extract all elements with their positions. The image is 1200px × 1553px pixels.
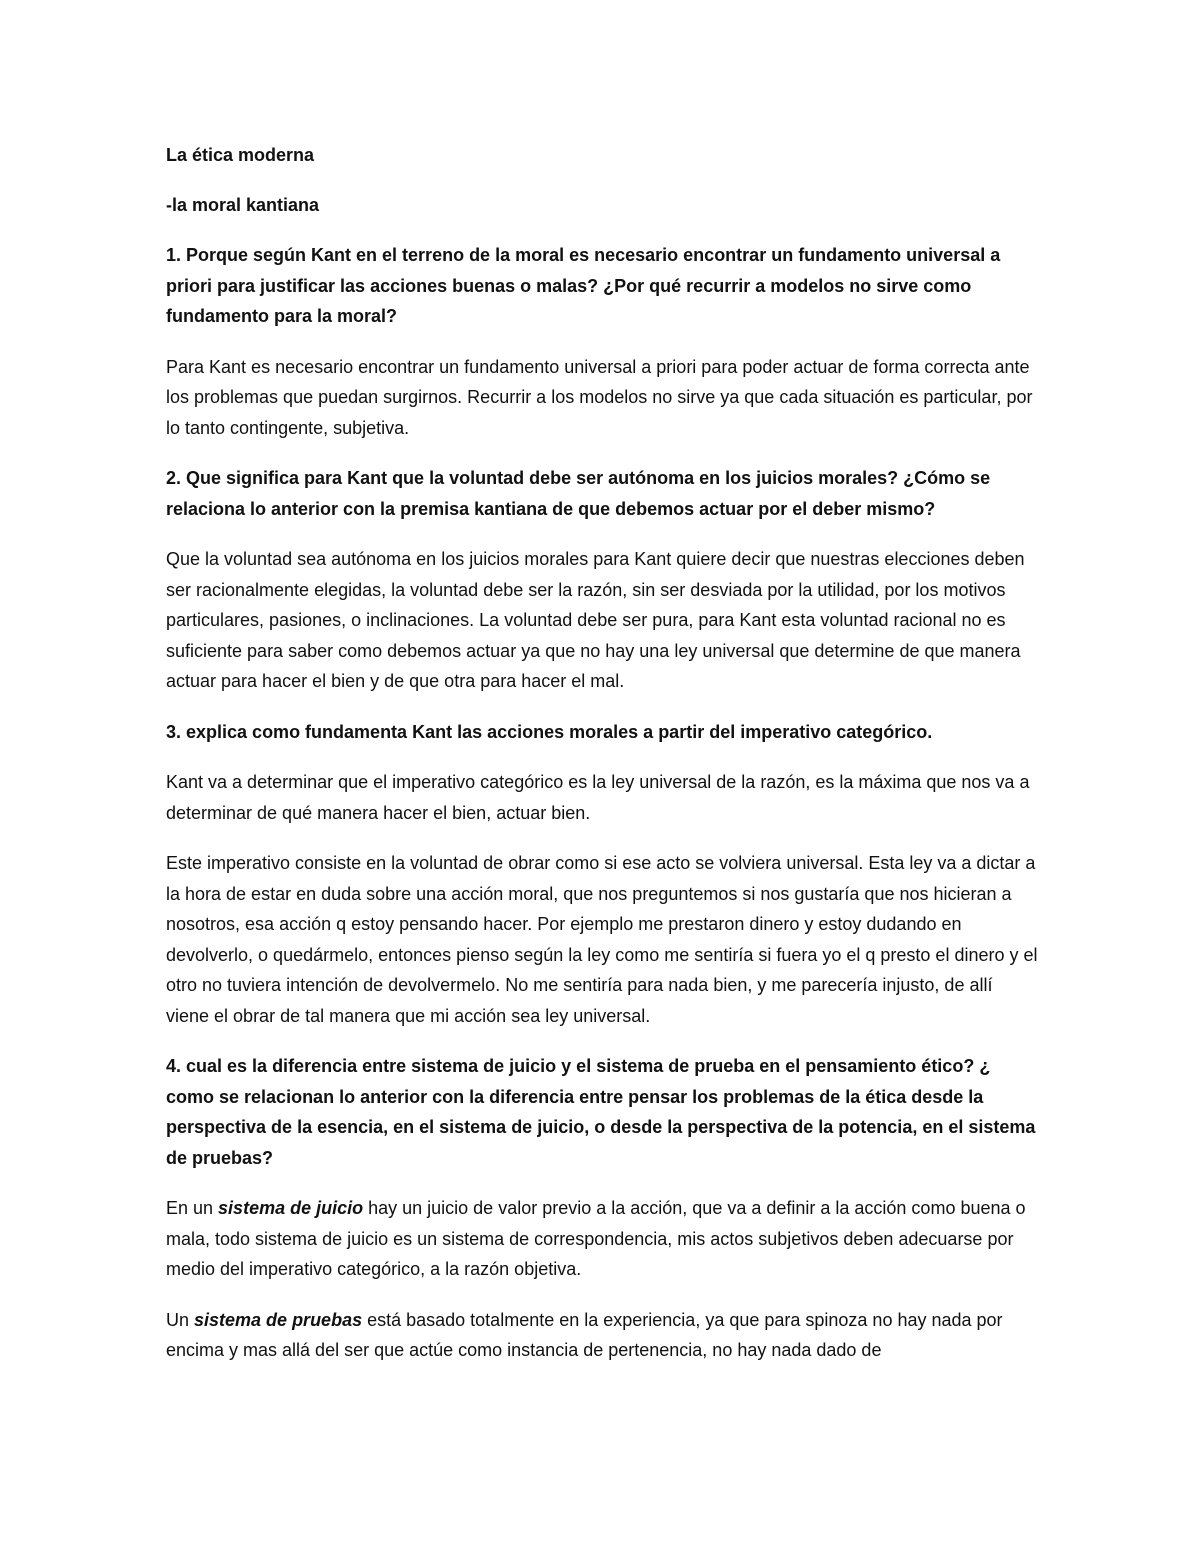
term-sistema-de-juicio: sistema de juicio — [218, 1198, 364, 1218]
document-subtitle: -la moral kantiana — [166, 194, 320, 215]
document-title: La ética moderna — [166, 145, 315, 165]
answer-2: Que la voluntad sea autónoma en los juicios morales para Kant quiere decir que nuestras elecciones deben ser racionalmente elegidas, la voluntad debe ser la razón, sin ser desviada por la utilidad, por los motivos particulares, pasiones, o inclinaciones. La voluntad debe ser pura, para Kant esta voluntad racional no es suficiente para saber como debemos actuar ya que no hay una ley universal que determine de que manera actuar para hacer el bien y de que otra para hacer el mal. — [166, 549, 1025, 691]
question-1: 1. Porque según Kant en el terreno de la moral es necesario encontrar un fundamento universal a priori para justificar las acciones buenas o malas? ¿Por qué recurrir a modelos no sirve como fundamento para la moral? — [166, 245, 1001, 326]
answer-3-paragraph-2: Este imperativo consiste en la voluntad de obrar como si ese acto se volviera universal. Esta ley va a dictar a la hora de estar en duda sobre una acción moral, que nos preguntemos si nos gustaría que nos hicieran a nosotros, esa acción q estoy pensando hacer. Por ejemplo me prestaron dinero y estoy dudando en devolverlo, o quedármelo, entonces pienso según la ley como me sentiría si fuera yo el q presto el dinero y el otro no tuviera intención de devolvermelo. No me sentiría para nada bien, y me parecería injusto, de allí viene el obrar de tal manera que mi acción sea ley universal. — [166, 853, 1038, 1026]
answer-4-paragraph-1-pre: En un — [166, 1198, 219, 1218]
answer-4-paragraph-1 — [166, 1193, 1040, 1285]
answer-4-paragraph-2-post: está basado totalmente en la experiencia, ya que para spinoza no hay nada por encima y mas allá del ser que actúe como instancia de pertenencia, no hay nada dado de — [166, 1309, 1003, 1360]
answer-4-paragraph-2-pre: Un — [166, 1309, 195, 1330]
answer-4-paragraph-1-post: hay un juicio de valor previo a la acción, que va a definir a la acción como buena o mala, todo sistema de juicio es un sistema de correspondencia, mis actos subjetivos deben adecuarse por medio del imperativo categórico, a la razón objetiva. — [166, 1198, 1026, 1279]
answer-1: Para Kant es necesario encontrar un fundamento universal a priori para poder actuar de forma correcta ante los problemas que puedan surgirnos. Recurrir a los modelos no sirve ya que cada situación es particular, por lo tanto contingente, subjetiva. — [166, 356, 1033, 438]
question-3: 3. explica como fundamenta Kant las acciones morales a partir del imperativo categórico. — [166, 721, 933, 742]
question-4: 4. cual es la diferencia entre sistema de juicio y el sistema de prueba en el pensamiento ético? ¿ como se relacionan lo anterior con la diferencia entre pensar los problemas de la ética desde la perspectiva de la esencia, en el sistema de juicio, o desde la perspectiva de la potencia, en el sistema de pruebas? — [166, 1056, 1036, 1168]
question-2: 2. Que significa para Kant que la voluntad debe ser autónoma en los juicios morales? ¿Cómo se relaciona lo anterior con la premisa kantiana de que debemos actuar por el deber mismo? — [166, 468, 991, 519]
term-sistema-de-pruebas: sistema de pruebas — [194, 1309, 363, 1330]
answer-4-paragraph-2 — [166, 1305, 1040, 1366]
answer-3-paragraph-1: Kant va a determinar que el imperativo categórico es la ley universal de la razón, es la máxima que nos va a determinar de qué manera hacer el bien, actuar bien. — [166, 772, 1030, 823]
